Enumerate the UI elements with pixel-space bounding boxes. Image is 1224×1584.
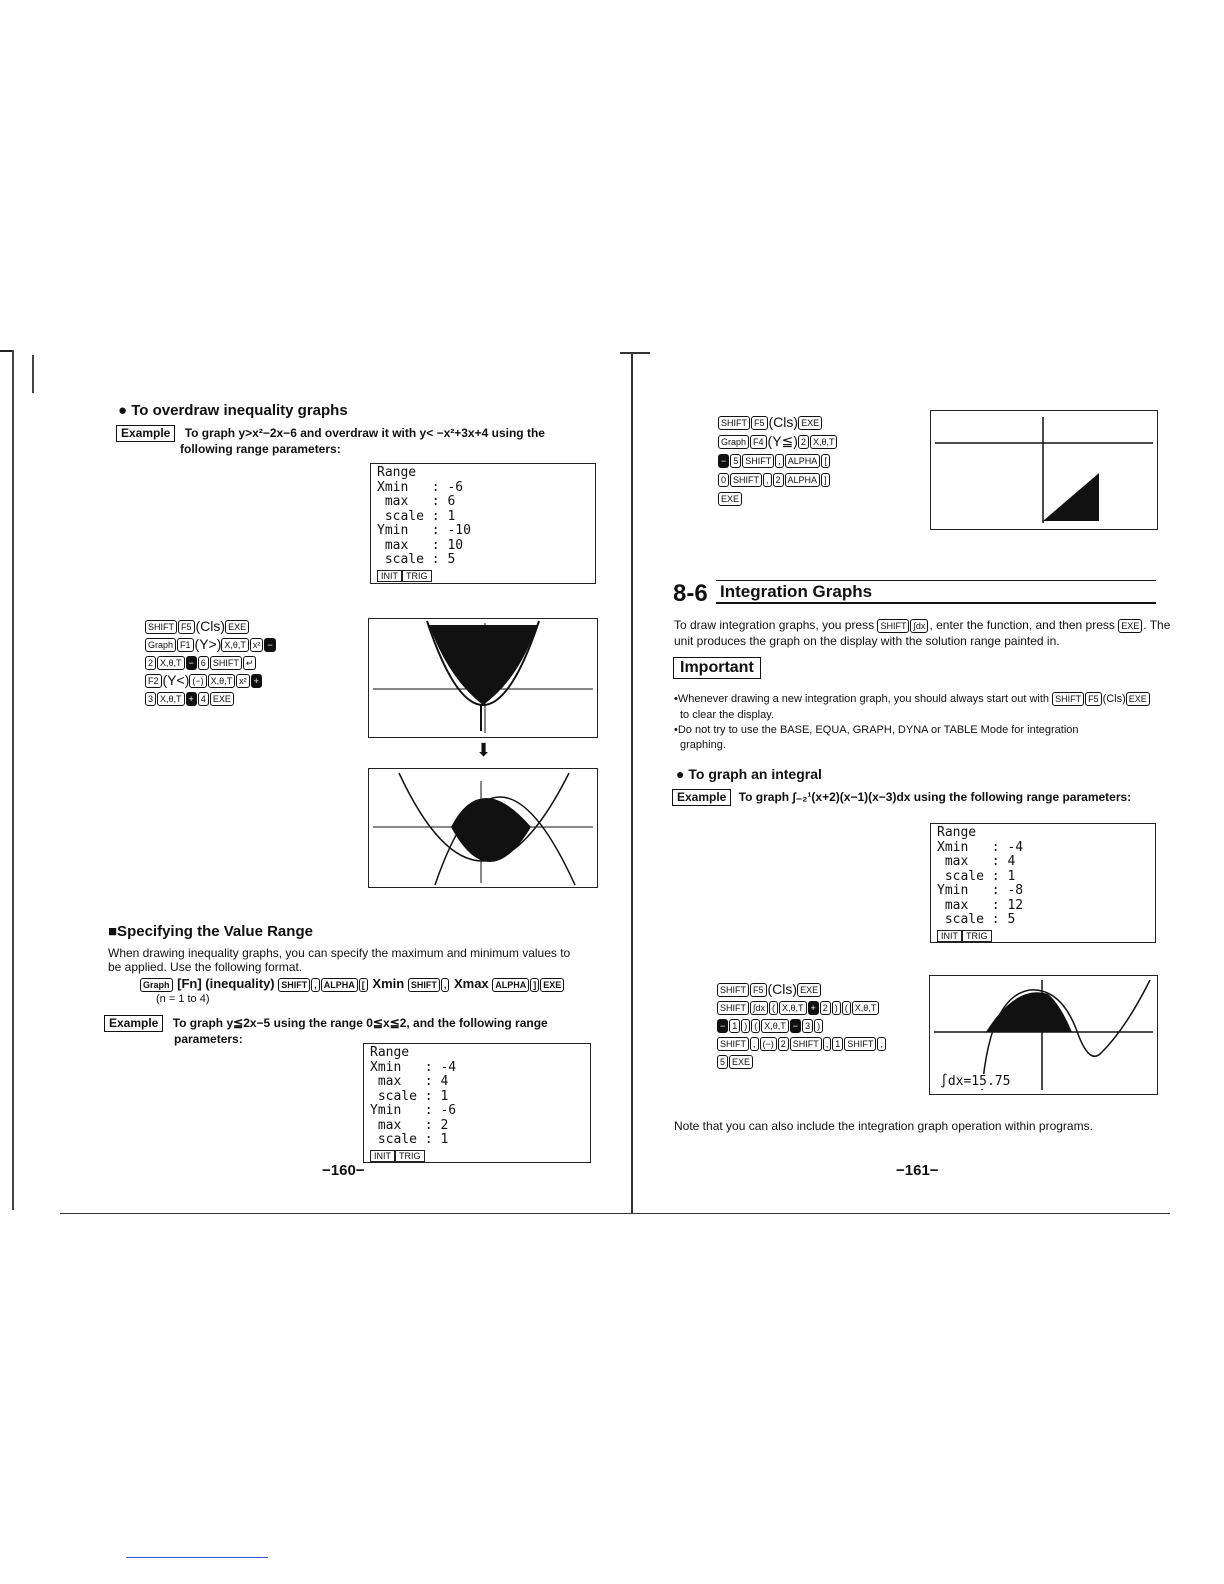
intro-line1 — [674, 618, 1170, 633]
key: [ — [359, 978, 368, 992]
keyseq-bottom-line1 — [717, 980, 822, 998]
key: 6 — [198, 656, 209, 670]
key: SHIFT — [742, 454, 774, 468]
range-row: Xmin : -4 — [937, 839, 1024, 855]
bottom-rule — [60, 1213, 1170, 1214]
page-number-right: −161− — [896, 1162, 939, 1179]
example1-label: Example — [116, 425, 175, 442]
example2-text: To graph y≦2x−5 using the range 0≦x≦2, and the following range — [172, 1016, 548, 1030]
xmax-text: Xmax — [453, 976, 489, 991]
format-line — [140, 975, 565, 993]
down-arrow-icon: ⬇ — [476, 740, 492, 760]
key: ] — [821, 473, 830, 487]
key: EXE — [1118, 619, 1142, 633]
overdraw-heading: ● To overdraw inequality graphs — [118, 402, 348, 419]
key: + — [251, 674, 262, 688]
range-panel-2 — [363, 1043, 591, 1163]
softkey-init: INIT — [370, 1150, 395, 1162]
graph-screen-4 — [929, 975, 1158, 1095]
spine-top-mark — [620, 352, 650, 354]
key: , — [441, 978, 450, 992]
integral-shaded-area — [986, 992, 1072, 1032]
key: SHIFT — [408, 978, 440, 992]
format-note: (n = 1 to 4) — [156, 993, 210, 1005]
keyseq-top-line4 — [718, 470, 831, 488]
key: 1 — [729, 1019, 740, 1033]
range-row: Ymin : -8 — [937, 883, 1024, 898]
key: ) — [814, 1019, 823, 1033]
key: x² — [236, 674, 250, 688]
key: SHIFT — [730, 473, 762, 487]
intro-text: To draw integration graphs, you press — [674, 618, 875, 632]
key-caption: (Cls) — [195, 618, 226, 634]
key: EXE — [798, 416, 822, 430]
shaded-inequality-region — [1043, 473, 1099, 521]
keyseq-bottom-line3 — [717, 1016, 824, 1034]
bullet2-line2: graphing. — [680, 739, 726, 751]
key: ALPHA — [785, 473, 821, 487]
bullet1-line2: to clear the display. — [680, 709, 774, 721]
key: SHIFT — [278, 978, 310, 992]
keyseq1-line5 — [145, 689, 235, 707]
key: X,θ,T — [761, 1019, 789, 1033]
keyseq-top-line3 — [718, 451, 831, 469]
key: 3 — [145, 692, 156, 706]
example3-label: Example — [672, 789, 731, 806]
intro-text: . The — [1143, 618, 1171, 632]
key: SHIFT — [877, 619, 909, 633]
softkey-trig: TRIG — [395, 1150, 425, 1162]
range-panel-3 — [930, 823, 1156, 943]
key: 2 — [820, 1001, 831, 1015]
key: − — [264, 638, 275, 652]
key: 2 — [145, 656, 156, 670]
example1-text2: following range parameters: — [180, 442, 341, 456]
key: + — [808, 1001, 819, 1015]
keyseq1-line4 — [145, 671, 263, 689]
key: 5 — [730, 454, 741, 468]
range-row: Xmin : -4 — [370, 1059, 457, 1075]
section-rule-top — [716, 580, 1156, 581]
softkey-init: INIT — [937, 930, 962, 942]
key: EXE — [210, 692, 234, 706]
left-edge-line — [12, 350, 14, 1210]
key-caption: (Cls) — [767, 981, 798, 997]
key: ALPHA — [321, 978, 358, 992]
range-row: Ymin : -10 — [377, 523, 471, 538]
key: [ — [821, 454, 830, 468]
example2-text2: parameters: — [174, 1032, 243, 1046]
key: ( — [842, 1001, 851, 1015]
key: EXE — [225, 620, 249, 634]
key: F4 — [750, 435, 767, 449]
key: F1 — [177, 638, 194, 652]
range-row: max : 10 — [377, 537, 464, 553]
softkey-init: INIT — [377, 570, 402, 582]
key: SHIFT — [210, 656, 242, 670]
key: EXE — [729, 1055, 753, 1069]
keyseq1-line2 — [145, 635, 277, 653]
example2-block — [104, 1015, 548, 1032]
key: + — [186, 692, 197, 706]
integral-heading: ● To graph an integral — [676, 766, 822, 782]
key: X,θ,T — [810, 435, 838, 449]
bullet-text: (Cls) — [1102, 693, 1126, 705]
key: , — [823, 1037, 832, 1051]
range-row: max : 12 — [937, 897, 1024, 913]
range-row: Xmin : -6 — [377, 479, 464, 495]
range-row: scale : 1 — [370, 1132, 449, 1147]
key: X,θ,T — [779, 1001, 807, 1015]
key: ) — [832, 1001, 841, 1015]
key: ALPHA — [785, 454, 821, 468]
key: X,θ,T — [208, 674, 236, 688]
key: F5 — [750, 983, 767, 997]
range-row: scale : 1 — [937, 868, 1016, 884]
key: , — [877, 1037, 886, 1051]
integral-result: ∫dx=15.75 — [940, 1074, 1011, 1089]
key: F5 — [1085, 692, 1102, 706]
key: EXE — [1126, 692, 1150, 706]
intro-text: , enter the function, and then press — [929, 618, 1115, 632]
example3-text: To graph ∫₋₂¹(x+2)(x−1)(x−3)dx using the following range parameters: — [738, 790, 1132, 804]
key: ] — [530, 978, 539, 992]
graph-screen-2 — [368, 768, 598, 888]
key: ALPHA — [492, 978, 529, 992]
key: X,θ,T — [157, 692, 185, 706]
fn-text: [Fn] (inequality) — [177, 976, 275, 991]
bullet2-line1: •Do not try to use the BASE, EQUA, GRAPH, DYNA or TABLE Mode for integration — [674, 724, 1079, 736]
range-row: max : 4 — [937, 854, 1016, 869]
range-title: Range — [370, 1045, 410, 1060]
key: ( — [769, 1001, 778, 1015]
key: ( — [751, 1019, 760, 1033]
example1-block — [116, 425, 545, 442]
key: X,θ,T — [852, 1001, 880, 1015]
key: SHIFT — [717, 1001, 749, 1015]
key: EXE — [540, 978, 564, 992]
example3-block — [672, 789, 1131, 806]
key: 1 — [832, 1037, 843, 1051]
range-panel-1 — [370, 463, 596, 584]
range-row: max : 4 — [370, 1074, 449, 1089]
keyseq-bottom-line4 — [717, 1034, 887, 1052]
graph-screen-3 — [930, 410, 1158, 530]
left-edge-line-2 — [32, 355, 34, 393]
key: SHIFT — [790, 1037, 822, 1051]
key: F2 — [145, 674, 162, 688]
keyseq-bottom-line5 — [717, 1052, 754, 1070]
key: 3 — [802, 1019, 813, 1033]
range-row: scale : 1 — [377, 508, 456, 524]
spine-line — [631, 352, 633, 1214]
keyseq-top-line1 — [718, 413, 823, 431]
keyseq1-line3 — [145, 653, 257, 671]
key: ∫dx — [910, 619, 928, 633]
example1-text: To graph y>x²−2x−6 and overdraw it with y< −x²+3x+4 using the — [184, 426, 545, 440]
intersection-region — [451, 798, 531, 862]
key: , — [763, 473, 772, 487]
key: EXE — [797, 983, 821, 997]
key: Graph — [140, 978, 173, 992]
keyseq-top-line5 — [718, 489, 743, 507]
keyseq-bottom-line2 — [717, 998, 880, 1016]
important-label: Important — [673, 657, 761, 679]
key: F5 — [751, 416, 768, 430]
key: (−) — [189, 674, 206, 688]
key-caption: (Y≦) — [767, 433, 798, 449]
key: , — [750, 1037, 759, 1051]
range-row: scale : 5 — [377, 552, 456, 567]
key: X,θ,T — [221, 638, 249, 652]
key: 2 — [778, 1037, 789, 1051]
key: , — [775, 454, 784, 468]
specifying-text1: When drawing inequality graphs, you can specify the maximum and minimum values to — [108, 946, 571, 960]
key: 2 — [773, 473, 784, 487]
keyseq-top-line2 — [718, 432, 838, 450]
key: x² — [250, 638, 264, 652]
xmin-text: Xmin — [372, 976, 405, 991]
bullet-text: •Whenever drawing a new integration graph, you should always start out with — [674, 693, 1049, 705]
key: − — [790, 1019, 801, 1033]
key: F5 — [178, 620, 195, 634]
range-row: scale : 5 — [937, 912, 1016, 927]
key: (−) — [760, 1037, 777, 1051]
specifying-heading: ■Specifying the Value Range — [108, 923, 313, 940]
section-number: 8-6 — [673, 580, 708, 607]
page-number-left: −160− — [322, 1162, 365, 1179]
softkey-trig: TRIG — [962, 930, 992, 942]
range-title: Range — [937, 825, 977, 840]
range-row: max : 2 — [370, 1117, 449, 1133]
key: SHIFT — [145, 620, 177, 634]
key: 5 — [717, 1055, 728, 1069]
specifying-text2: be applied. Use the following format. — [108, 960, 303, 974]
key: − — [717, 1019, 728, 1033]
graph-screen-1 — [368, 618, 598, 738]
keyseq1-line1 — [145, 617, 250, 635]
key: 0 — [718, 473, 729, 487]
key: − — [718, 454, 729, 468]
key: 4 — [198, 692, 209, 706]
example2-label: Example — [104, 1015, 163, 1032]
key: 2 — [798, 435, 809, 449]
intro-line2: unit produces the graph on the display with the solution range painted in. — [674, 634, 1060, 648]
key: X,θ,T — [157, 656, 185, 670]
key: , — [311, 978, 320, 992]
key: ↵ — [243, 656, 257, 670]
key: − — [186, 656, 197, 670]
key: EXE — [718, 492, 742, 506]
section-rule — [716, 602, 1156, 604]
range-row: scale : 1 — [370, 1088, 449, 1104]
key: ) — [741, 1019, 750, 1033]
key: SHIFT — [717, 1037, 749, 1051]
key-caption: (Y>) — [194, 636, 222, 652]
key: SHIFT — [717, 983, 749, 997]
key-caption: (Y<) — [162, 672, 190, 688]
bullet1-line1 — [674, 692, 1151, 707]
softkey-trig: TRIG — [402, 570, 432, 582]
range-title: Range — [377, 465, 417, 480]
key: ∫dx — [750, 1001, 768, 1015]
key: Graph — [718, 435, 749, 449]
key: SHIFT — [844, 1037, 876, 1051]
key-caption: (Cls) — [768, 414, 799, 430]
footer-link-line — [126, 1557, 268, 1558]
range-row: Ymin : -6 — [370, 1103, 457, 1118]
section-title: Integration Graphs — [720, 582, 873, 601]
key: SHIFT — [718, 416, 750, 430]
key: SHIFT — [1052, 692, 1084, 706]
range-row: max : 6 — [377, 494, 456, 509]
key: Graph — [145, 638, 176, 652]
note-text: Note that you can also include the integration graph operation within programs. — [674, 1119, 1093, 1133]
